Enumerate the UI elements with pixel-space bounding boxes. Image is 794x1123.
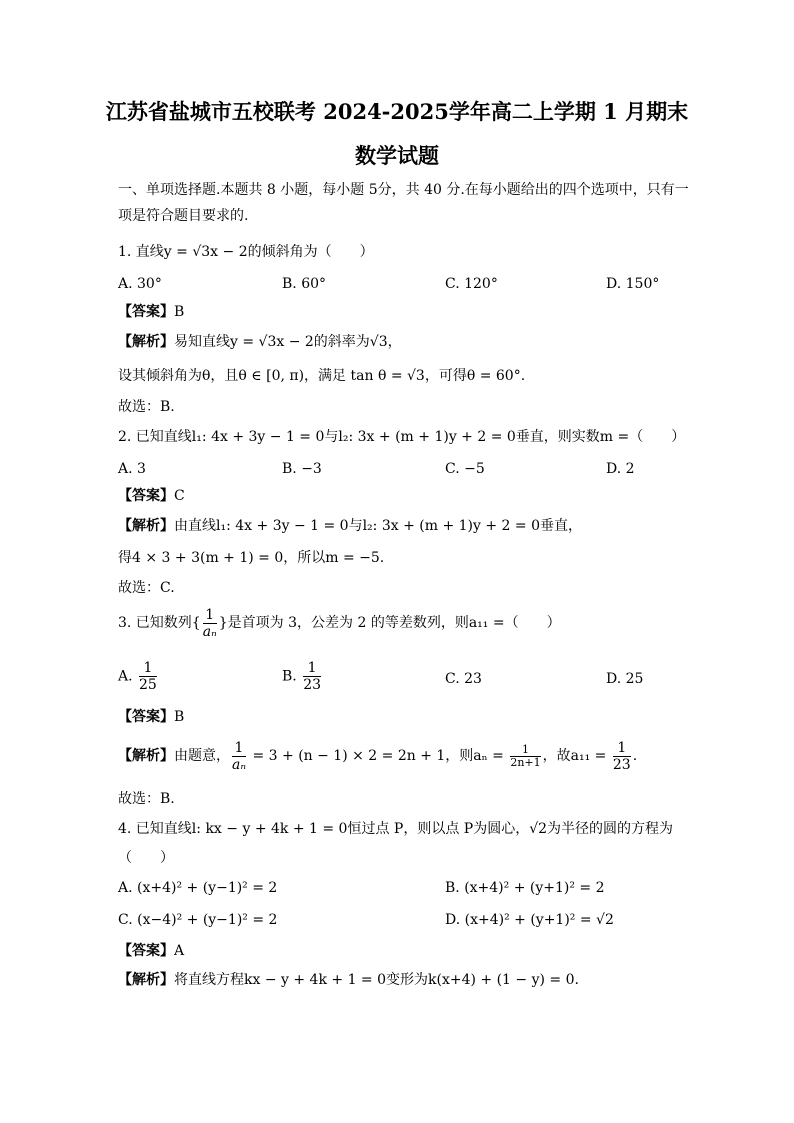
answer-tag: 【答案】 (118, 304, 174, 320)
q3-analysis-frac2-den: 2n+1 (510, 755, 541, 769)
q2-answer (118, 486, 185, 506)
q3-option-b-label: B. (282, 668, 297, 685)
q3-analysis-frac1 (232, 740, 246, 773)
q2-analysis-text1: 由直线l₁: 4x + 3y − 1 = 0与l₂: 3x + (m + 1)y + 2 = 0垂直， (174, 518, 582, 534)
q3-option-a-label: A. (118, 668, 133, 685)
analysis-tag: 【解析】 (118, 972, 174, 988)
q2-analysis-line3: 故选：C. (118, 580, 175, 596)
q1-option-c: C. 120° (445, 276, 498, 292)
q4-answer-value: A (174, 943, 185, 959)
answer-tag: 【答案】 (118, 943, 174, 959)
q3-stem-frac-num: 1 (203, 607, 217, 624)
q1-answer (118, 302, 184, 322)
q3-analysis-frac1-den: aₙ (232, 756, 247, 773)
q3-analysis-end: . (632, 748, 638, 764)
q3-stem-pre: 3. 已知数列{ (118, 615, 201, 631)
q1-stem: 1. 直线y = √3x − 2的倾斜角为（ ） (118, 244, 374, 260)
answer-tag: 【答案】 (118, 709, 174, 725)
q3-analysis-pre: 由题意， (174, 748, 230, 764)
q2-analysis-line1 (118, 516, 582, 536)
q3-stem (118, 606, 561, 640)
q2-option-c: C. −5 (445, 461, 485, 477)
q2-answer-value: C (174, 488, 185, 504)
q3-stem-post: }是首项为 3，公差为 2 的等差数列，则a₁₁ =（ ） (218, 615, 561, 631)
analysis-tag: 【解析】 (118, 748, 174, 764)
q1-analysis-line2: 设其倾斜角为θ，且θ ∈ [0, π)，满足 tan θ = √3，可得θ = 60°. (118, 368, 526, 384)
section-instructions-line2: 项是符合题目要求的. (118, 208, 249, 224)
q1-option-a: A. 30° (118, 276, 162, 292)
q2-analysis-line2: 得4 × 3 + 3(m + 1) = 0，所以m = −5. (118, 550, 385, 566)
analysis-tag: 【解析】 (118, 518, 174, 534)
q4-option-d: D. (x+4)² + (y+1)² = √2 (445, 912, 614, 928)
doc-title-line1: 江苏省盐城市五校联考 2024-2025学年高二上学期 1 月期末 (105, 99, 689, 124)
q3-analysis-line1 (118, 738, 637, 774)
q3-analysis-frac3 (613, 740, 631, 773)
doc-title-line2: 数学试题 (355, 143, 439, 168)
q2-option-d: D. 2 (606, 461, 635, 477)
q3-analysis-frac1-num: 1 (232, 740, 246, 757)
q3-analysis-line3: 故选：B. (118, 791, 175, 807)
q3-analysis-mid: = 3 + (n − 1) × 2 = 2n + 1，则aₙ = (248, 748, 509, 764)
q1-analysis-line3: 故选：B. (118, 399, 175, 415)
q4-stem-line1: 4. 已知直线l: kx − y + 4k + 1 = 0恒过点 P，则以点 P为圆心，√2为半径的圆的方程为 (118, 821, 674, 837)
q3-answer (118, 707, 184, 727)
q3-option-a-den: 25 (139, 677, 157, 693)
q3-option-b (282, 660, 323, 693)
analysis-tag: 【解析】 (118, 334, 174, 350)
q4-option-c: C. (x−4)² + (y−1)² = 2 (118, 912, 278, 928)
q3-analysis-frac2-num: 1 (510, 744, 540, 757)
q1-analysis-line1 (118, 332, 402, 352)
q3-analysis-mid2: ，故a₁₁ = (542, 748, 611, 764)
q3-option-b-fraction (303, 660, 321, 693)
q4-analysis-text1: 将直线方程kx − y + 4k + 1 = 0变形为k(x+4) + (1 − y) = 0. (174, 972, 579, 988)
q2-option-b: B. −3 (282, 461, 322, 477)
q3-analysis-frac3-num: 1 (613, 740, 631, 757)
q1-option-b: B. 60° (282, 276, 327, 292)
q3-option-a-num: 1 (139, 660, 157, 677)
q3-option-c: C. 23 (445, 671, 482, 687)
section-instructions-line1: 一、单项选择题.本题共 8 小题，每小题 5分，共 40 分.在每小题给出的四个选项中，只有一 (118, 182, 689, 198)
q3-option-d: D. 25 (606, 671, 644, 687)
q3-analysis-frac2 (510, 744, 540, 769)
q4-stem-line2: （ ） (118, 850, 174, 866)
q1-option-d: D. 150° (606, 276, 660, 292)
q2-stem: 2. 已知直线l₁: 4x + 3y − 1 = 0与l₂: 3x + (m + 1)y + 2 = 0垂直，则实数m =（ ） (118, 429, 686, 445)
q4-option-a: A. (x+4)² + (y−1)² = 2 (118, 880, 278, 896)
q3-option-a (118, 660, 159, 693)
q1-answer-value: B (174, 304, 185, 320)
q3-answer-value: B (174, 709, 185, 725)
q3-option-b-den: 23 (303, 677, 322, 693)
q1-analysis-text1: 易知直线y = √3x − 2的斜率为√3， (174, 334, 402, 350)
q3-stem-fraction (203, 607, 217, 640)
q3-option-a-fraction (139, 660, 157, 693)
q4-option-b: B. (x+4)² + (y+1)² = 2 (445, 880, 605, 896)
q2-option-a: A. 3 (118, 461, 146, 477)
q3-analysis-frac3-den: 23 (612, 756, 631, 773)
answer-tag: 【答案】 (118, 488, 174, 504)
q4-answer (118, 941, 184, 961)
q3-option-b-num: 1 (303, 660, 321, 677)
q4-analysis-line1 (118, 970, 579, 990)
q3-stem-frac-den: aₙ (202, 623, 217, 640)
